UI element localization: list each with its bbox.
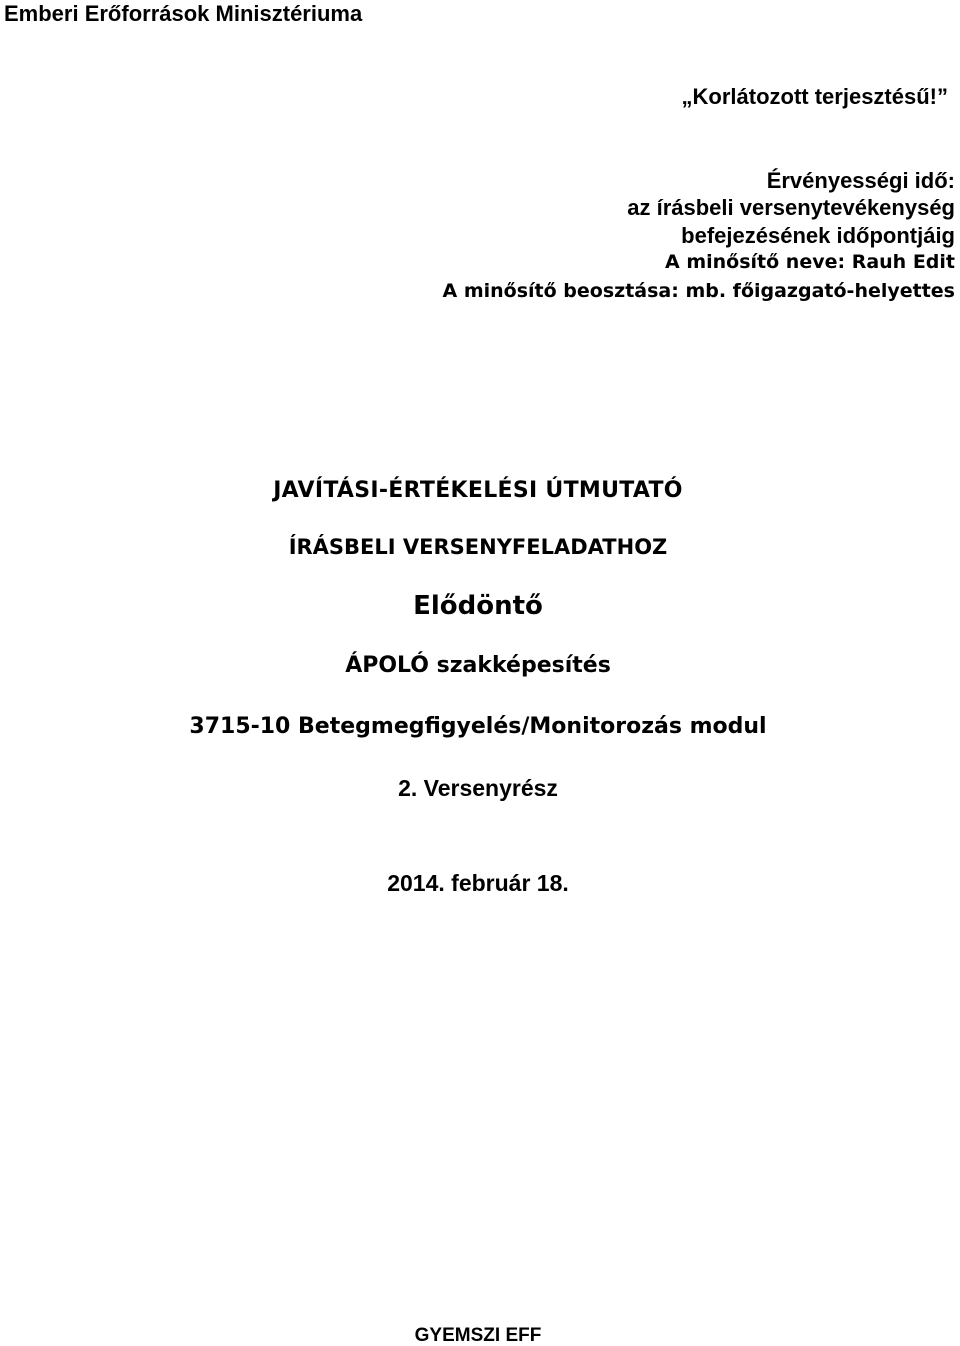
qualification: ÁPOLÓ szakképesítés <box>345 653 611 678</box>
document-date: 2014. február 18. <box>387 870 569 896</box>
restriction-notice: „Korlátozott terjesztésű!” <box>681 84 948 109</box>
competition-part: 2. Versenyrész <box>398 775 558 801</box>
validity-line-1: az írásbeli versenytevékenység <box>627 195 955 220</box>
publisher: GYEMSZI EFF <box>414 1325 542 1346</box>
competition-round: Elődöntő <box>413 591 543 621</box>
validity-line-2: befejezésének időpontjáig <box>681 223 955 248</box>
document-subtitle: ÍRÁSBELI VERSENYFELADATHOZ <box>288 535 668 559</box>
certifier-position: A minősítő beosztása: mb. főigazgató-helyettes <box>442 280 955 302</box>
validity-title: Érvényességi idő: <box>766 168 955 193</box>
document-title: JAVÍTÁSI-ÉRTÉKELÉSI ÚTMUTATÓ <box>273 478 683 503</box>
certifier-name: A minősítő neve: Rauh Edit <box>665 251 955 273</box>
module-name: 3715-10 Betegmegfigyelés/Monitorozás modul <box>189 714 767 739</box>
ministry-name: Emberi Erőforrások Minisztériuma <box>4 1 363 26</box>
